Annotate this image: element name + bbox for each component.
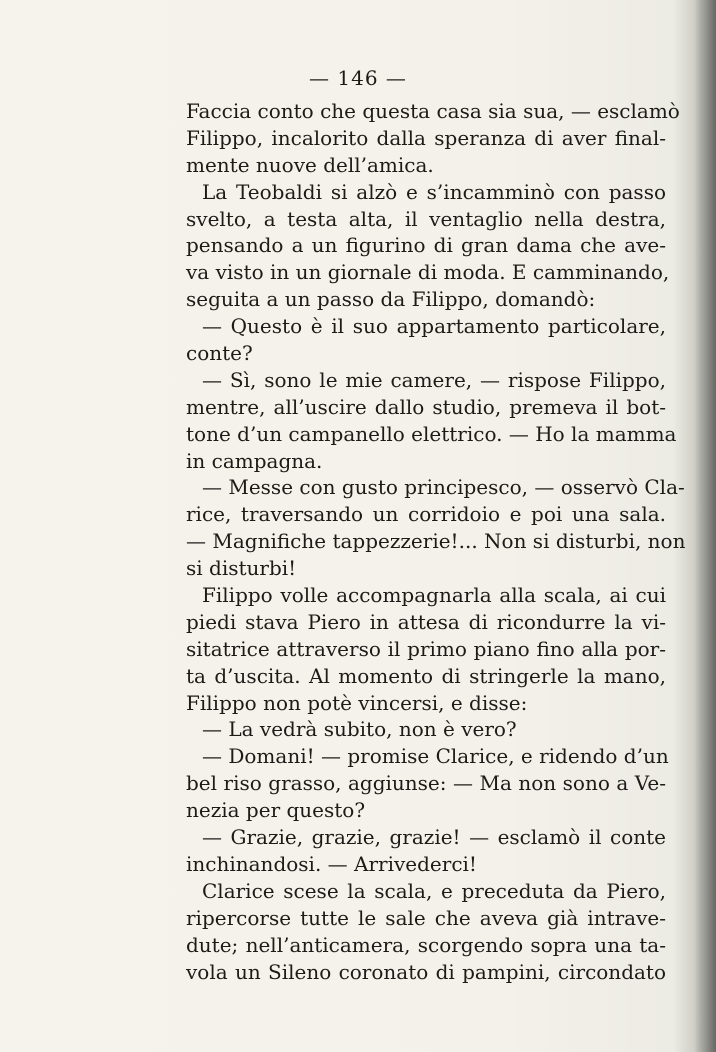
text-line: seguita a un passo da Filippo, domandò: bbox=[186, 287, 596, 312]
text-line: rice, traversando un corridoio e poi una sala. bbox=[186, 502, 666, 527]
text-line: Filippo, incalorito dalla speranza di aver final- bbox=[186, 125, 666, 150]
text-line: — Domani! — promise Clarice, e ridendo d’un bbox=[202, 744, 669, 769]
text-line: svelto, a testa alta, il ventaglio nella destra, bbox=[186, 206, 666, 231]
text-line: pensando a un figurino di gran dama che ave- bbox=[186, 233, 666, 258]
text-line: inchinandosi. — Arrivederci! bbox=[186, 851, 477, 876]
text-line: — Magnifiche tappezzerie!... Non si disturbi, non bbox=[186, 529, 686, 554]
text-line: Clarice scese la scala, e preceduta da Piero, bbox=[202, 878, 666, 903]
text-line: ripercorse tutte le sale che aveva già intrave- bbox=[186, 905, 666, 930]
text-line: vola un Sileno coronato di pampini, circondato bbox=[186, 959, 666, 984]
text-line: — La vedrà subito, non è vero? bbox=[202, 717, 517, 742]
text-line: bel riso grasso, aggiunse: — Ma non sono a Ve- bbox=[186, 771, 666, 796]
text-line: piedi stava Piero in attesa di ricondurre la vi- bbox=[186, 609, 666, 634]
page-edge-shadow bbox=[694, 0, 716, 1052]
page-number: — 146 — bbox=[309, 66, 407, 90]
text-line: va visto in un giornale di moda. E camminando, bbox=[186, 260, 670, 285]
text-line: ta d’uscita. Al momento di stringerle la mano, bbox=[186, 663, 666, 688]
text-line: nezia per questo? bbox=[186, 798, 366, 823]
text-line: sitatrice attraverso il primo piano fino alla por- bbox=[186, 636, 666, 661]
text-line: tone d’un campanello elettrico. — Ho la mamma bbox=[186, 421, 677, 446]
text-line: mentre, all’uscire dallo studio, premeva il bot- bbox=[186, 394, 666, 419]
text-line: mente nuove dell’amica. bbox=[186, 152, 434, 177]
body-text bbox=[186, 98, 686, 985]
text-line: — Messe con gusto principesco, — osservò Cla- bbox=[202, 475, 685, 500]
text-line: La Teobaldi si alzò e s’incamminò con passo bbox=[202, 179, 666, 204]
text-line: dute; nell’anticamera, scorgendo sopra una ta- bbox=[186, 932, 666, 957]
text-line: si disturbi! bbox=[186, 556, 297, 581]
text-line: — Sì, sono le mie camere, — rispose Filippo, bbox=[202, 367, 666, 392]
text-line: Faccia conto che questa casa sia sua, — esclamò bbox=[186, 99, 680, 123]
text-line: — Questo è il suo appartamento particolare, bbox=[202, 314, 666, 339]
text-line: in campagna. bbox=[186, 448, 323, 473]
text-line: — Grazie, grazie, grazie! — esclamò il conte bbox=[202, 825, 666, 850]
text-line: conte? bbox=[186, 341, 253, 366]
text-line: Filippo non potè vincersi, e disse: bbox=[186, 690, 528, 715]
text-line: Filippo volle accompagnarla alla scala, ai cui bbox=[202, 583, 666, 608]
